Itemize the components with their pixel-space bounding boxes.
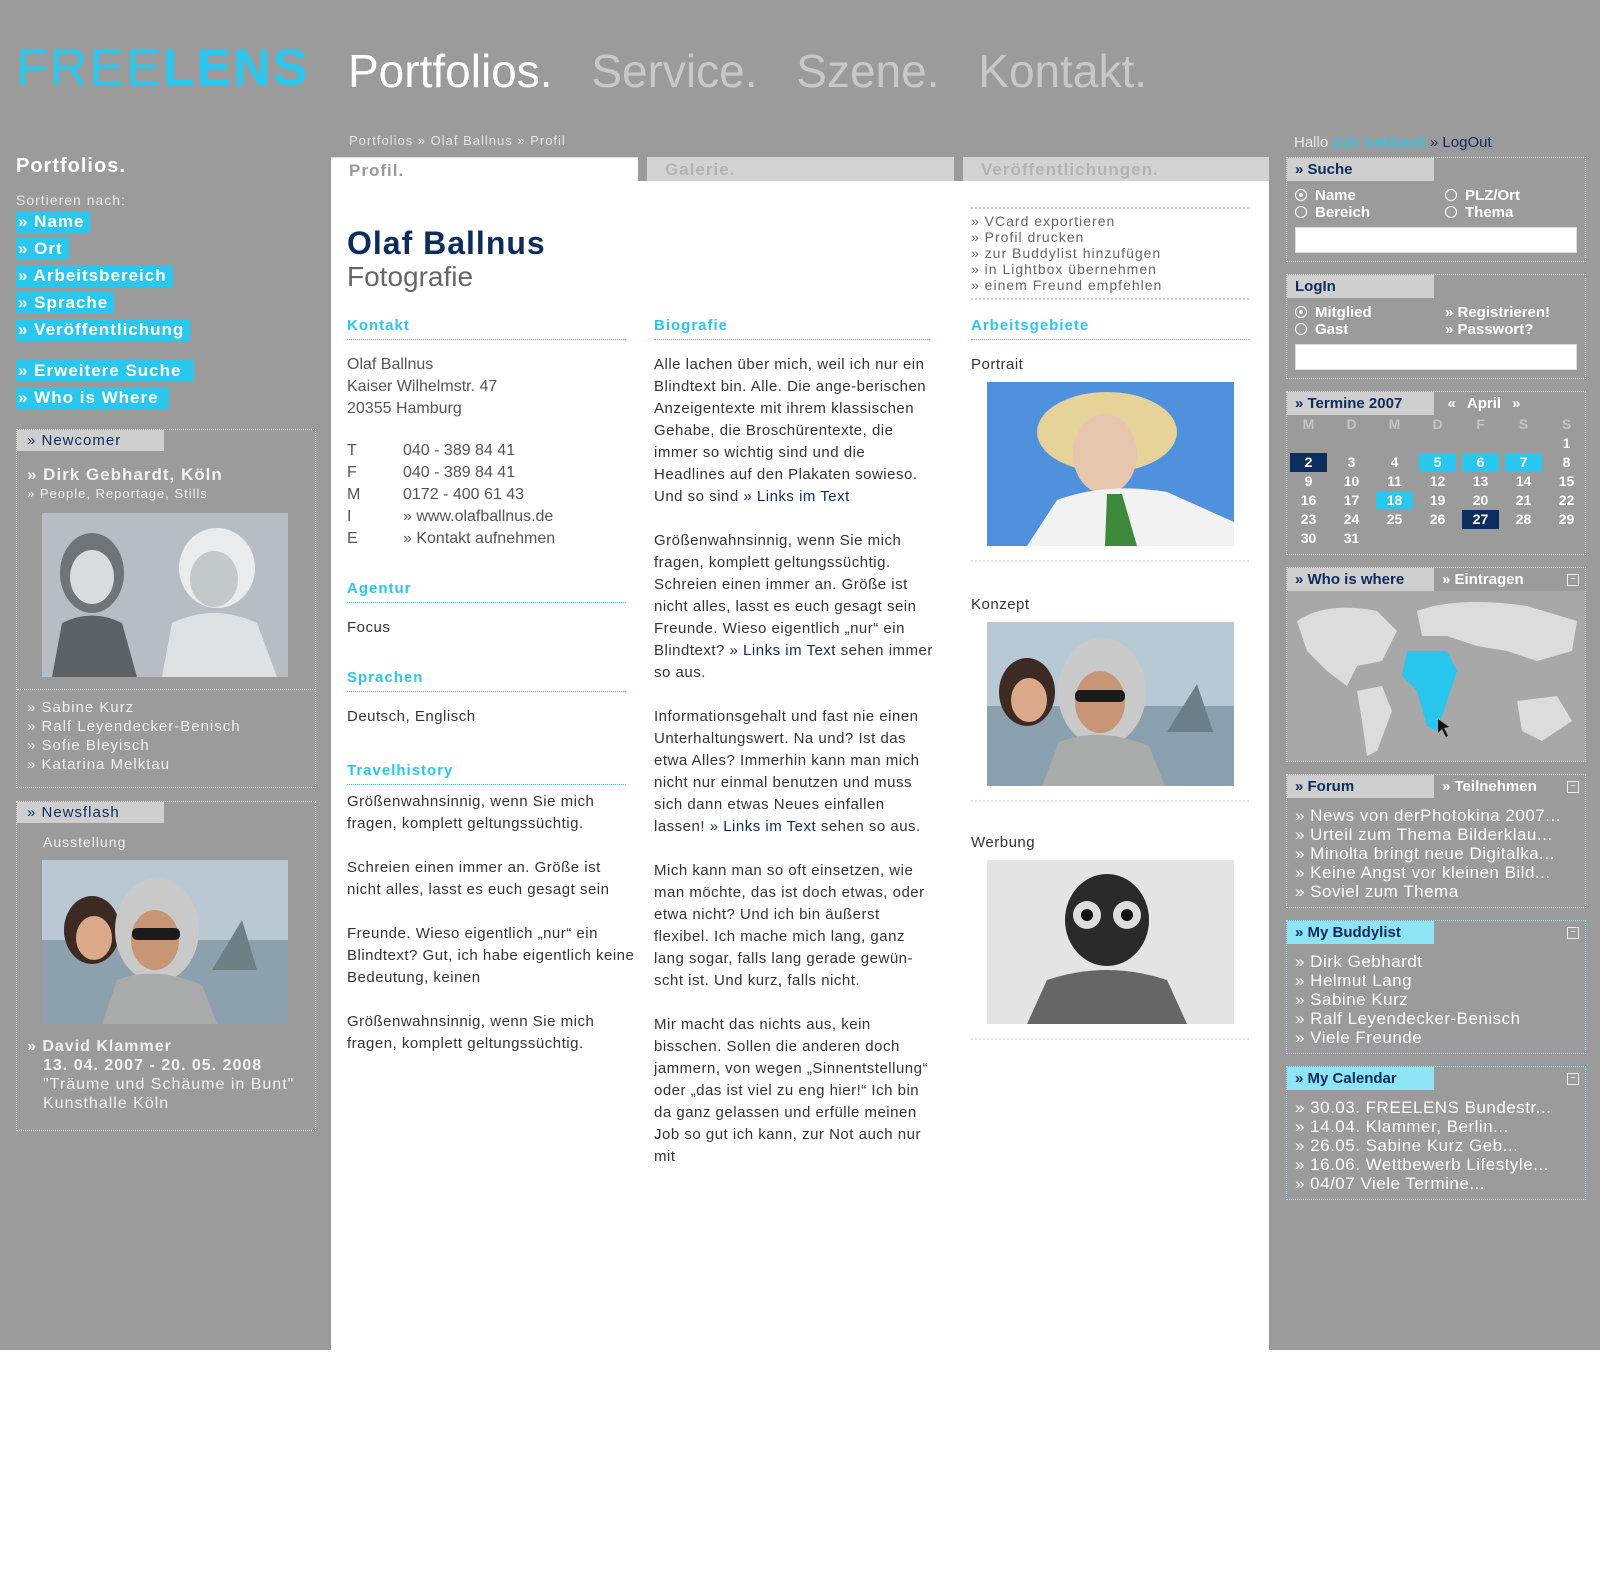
calendar-day[interactable]: 7 (1505, 453, 1542, 472)
radio-label: Name (1315, 187, 1356, 204)
calendar-day[interactable]: 29 (1558, 511, 1575, 527)
search-title: » Suche (1287, 158, 1434, 181)
newcomer-item[interactable]: » Sabine Kurz (27, 699, 135, 716)
work-areas-column (971, 317, 1249, 1040)
newcomer-item[interactable]: » Katarina Melktau (27, 756, 171, 773)
who-is-where-box (1286, 567, 1586, 762)
biography-column (654, 317, 939, 1168)
bio-inline-link[interactable]: » Links im Text (743, 488, 850, 505)
calendar-item[interactable]: » 30.03. FREELENS Bundestr... (1295, 1098, 1552, 1117)
calendar-day[interactable]: 18 (1376, 491, 1413, 510)
weekday-label: M (1388, 416, 1401, 432)
calendar-day[interactable]: 5 (1419, 453, 1456, 472)
newcomer-item[interactable]: » Ralf Leyendecker-Benisch (27, 718, 241, 735)
main-nav (348, 44, 1173, 98)
world-map[interactable] (1287, 591, 1585, 761)
radio-mitglied[interactable] (1295, 304, 1445, 321)
newsflash-place: Kunsthalle Köln (43, 1095, 170, 1112)
agentur-heading: Agentur (347, 580, 626, 603)
work-area-label: Portrait (971, 356, 1024, 373)
radio-name[interactable] (1295, 187, 1445, 204)
radio-icon (1445, 189, 1457, 201)
my-calendar-box (1286, 1066, 1586, 1200)
weekday-label: F (1476, 416, 1485, 432)
radio-label: Mitglied (1315, 304, 1372, 321)
calendar-day[interactable]: 30 (1300, 530, 1317, 546)
bio-inline-link[interactable]: » Links im Text (709, 818, 817, 835)
radio-icon (1295, 323, 1307, 335)
newsflash-title: » Newsflash (17, 802, 164, 823)
radio-label: Bereich (1315, 204, 1371, 221)
hello-label: Hallo (1294, 134, 1329, 151)
nav-portfolios[interactable]: Portfolios. (348, 45, 553, 97)
sprachen-value: Deutsch, Englisch (347, 708, 476, 725)
calendar-item[interactable]: » 16.06. Wettbewerb Lifestyle... (1295, 1155, 1549, 1174)
calendar-day[interactable]: 2 (1290, 453, 1327, 472)
buddylist-title: » My Buddylist (1287, 921, 1434, 944)
nav-kontakt[interactable]: Kontakt. (978, 45, 1148, 97)
agentur-value: Focus (347, 619, 391, 636)
bio-paragraph-end: sehen so aus. (820, 818, 921, 835)
termine-box (1286, 391, 1586, 555)
radio-icon (1295, 189, 1307, 201)
newcomer-box (16, 429, 316, 788)
mobile-value: 0172 - 400 61 43 (403, 486, 524, 503)
konzept-photo[interactable] (987, 622, 1234, 786)
calendar-day[interactable]: 31 (1343, 530, 1360, 546)
newcomer-featured-name[interactable]: » Dirk Gebhardt, Köln (27, 465, 223, 484)
user-name-link[interactable]: Dirk Gebhardt (1332, 134, 1426, 151)
address-line: Kaiser Wilhelmstr. 47 (347, 378, 498, 395)
termine-title: » Termine 2007 (1287, 392, 1434, 415)
bio-paragraph: Größenwahnsinnig, wenn Sie mich fragen, komplett geltungssüchtig. Schreien einen immer an. Größe ist nicht alles, lasst es euch gesagt sein Freunde. Wieso eigentlich „nur“ ein Blindtext? (654, 532, 917, 659)
contact-column (347, 317, 635, 1055)
radio-plz-ort[interactable] (1445, 187, 1595, 204)
calendar-day[interactable]: 19 (1429, 492, 1446, 508)
left-sidebar (16, 155, 316, 1131)
calendar-day[interactable]: 22 (1558, 492, 1575, 508)
travel-paragraph: Größenwahnsinnig, wenn Sie mich fragen, komplett geltungssüchtig. (347, 793, 595, 832)
calendar-day[interactable]: 15 (1558, 473, 1575, 489)
add-buddylist-link[interactable]: » zur Buddylist hinzufügen (971, 245, 1162, 261)
travel-heading: Travelhistory (347, 762, 626, 785)
kontakt-heading: Kontakt (347, 317, 626, 340)
profile-content (331, 157, 1269, 1350)
my-calendar-title: » My Calendar (1287, 1067, 1434, 1090)
user-greeting (1294, 134, 1492, 151)
sort-name-link[interactable]: » Name (16, 211, 90, 233)
weekday-label: S (1561, 416, 1572, 432)
radio-bereich[interactable] (1295, 204, 1445, 221)
prev-month-button[interactable]: « (1447, 395, 1456, 412)
radio-icon (1445, 206, 1457, 218)
calendar-day[interactable]: 24 (1343, 511, 1360, 527)
calendar-day (1290, 434, 1327, 453)
buddy-item[interactable]: » Dirk Gebhardt (1295, 952, 1423, 971)
sort-ort-link[interactable]: » Ort (16, 238, 69, 260)
calendar-item[interactable]: » 14.04. Klammer, Berlin... (1295, 1117, 1509, 1136)
buddy-item[interactable]: » Ralf Leyendecker-Benisch (1295, 1009, 1521, 1028)
work-area-label: Konzept (971, 596, 1030, 613)
calendar-day[interactable]: 3 (1347, 454, 1356, 470)
login-input[interactable] (1295, 344, 1577, 370)
sidebar-heading: Portfolios. (16, 155, 126, 177)
contact-label: M (347, 486, 361, 503)
newcomer-title: » Newcomer (17, 430, 164, 451)
calendar-day[interactable]: 23 (1300, 511, 1317, 527)
month-label: April (1466, 395, 1502, 412)
calendar-item[interactable]: » 26.05. Sabine Kurz Geb... (1295, 1136, 1519, 1155)
calendar-day (1376, 434, 1413, 453)
website-link[interactable]: » www.olafballnus.de (403, 508, 554, 525)
logout-link[interactable]: » LogOut (1429, 134, 1492, 151)
next-month-button[interactable]: » (1512, 395, 1521, 412)
calendar-day (1462, 529, 1499, 548)
right-sidebar (1286, 157, 1586, 1212)
extended-search-link[interactable]: » Erweitere Suche (16, 360, 194, 382)
newsflash-name[interactable]: » David Klammer (27, 1038, 172, 1055)
calendar-day (1333, 434, 1370, 453)
sort-veroeffentlichung-link[interactable]: » Veröffentlichung (16, 319, 190, 341)
calendar-day[interactable]: 25 (1386, 511, 1403, 527)
portrait-photo[interactable] (987, 382, 1234, 546)
address-line: 20355 Hamburg (347, 400, 462, 417)
eintragen-link[interactable]: » Eintragen (1442, 571, 1524, 588)
register-link[interactable]: » Registrieren! (1445, 304, 1551, 321)
travel-paragraph: Schreien einen immer an. Größe ist nicht alles, lasst es euch gesagt sein (347, 859, 610, 898)
vcard-export-link[interactable]: » VCard exportieren (971, 213, 1116, 229)
tab-profil[interactable]: Profil. (331, 157, 638, 181)
address-line: Olaf Ballnus (347, 356, 434, 373)
calendar-day[interactable]: 12 (1429, 473, 1446, 489)
contact-label: F (347, 464, 357, 481)
calendar-day[interactable]: 21 (1515, 492, 1532, 508)
radio-label: Thema (1465, 204, 1514, 221)
contact-link[interactable]: » Kontakt aufnehmen (403, 530, 556, 547)
buddy-item[interactable]: » Helmut Lang (1295, 971, 1413, 990)
search-input[interactable] (1295, 227, 1577, 253)
newsflash-photo[interactable] (42, 860, 288, 1024)
werbung-photo[interactable] (987, 860, 1234, 1024)
calendar-day[interactable]: 4 (1390, 454, 1399, 470)
radio-icon (1295, 206, 1307, 218)
add-lightbox-link[interactable]: » in Lightbox übernehmen (971, 261, 1157, 277)
biografie-heading: Biografie (654, 317, 930, 340)
radio-icon (1295, 306, 1307, 318)
who-is-where-link[interactable]: » Who is Where (16, 387, 169, 409)
sort-arbeitsbereich-link[interactable]: » Arbeitsbereich (16, 265, 173, 287)
newcomer-featured-sub: » People, Reportage, Stills (27, 486, 208, 501)
calendar-day (1505, 529, 1542, 548)
calendar-day[interactable]: 11 (1387, 473, 1402, 489)
forum-item[interactable]: » Urteil zum Thema Bilderklau... (1295, 825, 1553, 844)
newcomer-photo[interactable] (42, 513, 288, 677)
calendar-day (1505, 434, 1542, 453)
calendar-day[interactable]: 20 (1472, 492, 1489, 508)
radio-thema[interactable] (1445, 204, 1595, 221)
calendar-day (1419, 434, 1456, 453)
newsflash-title2: "Träume und Schäume in Bunt" (43, 1076, 295, 1093)
recommend-link[interactable]: » einem Freund empfehlen (971, 277, 1163, 293)
calendar-day[interactable]: 16 (1300, 492, 1317, 508)
calendar-day[interactable]: 26 (1429, 511, 1446, 527)
logo-part-lens: LENS (162, 39, 310, 97)
password-link[interactable]: » Passwort? (1445, 321, 1534, 338)
calendar-grid (1287, 415, 1585, 554)
newsflash-box (16, 801, 316, 1131)
sort-sprache-link[interactable]: » Sprache (16, 292, 114, 314)
forum-item[interactable]: » Soviel zum Thema (1295, 882, 1459, 901)
calendar-day (1462, 434, 1499, 453)
radio-label: Gast (1315, 321, 1349, 338)
freelens-logo[interactable] (16, 40, 309, 96)
weekday-label: S (1518, 416, 1529, 432)
calendar-day[interactable]: 9 (1304, 473, 1313, 489)
travel-paragraph: Größenwahnsinnig, wenn Sie mich fragen, komplett geltungssüchtig. (347, 1013, 595, 1052)
forum-item[interactable]: » Keine Angst vor kleinen Bild... (1295, 863, 1551, 882)
newcomer-item[interactable]: » Sofie Bleyisch (27, 737, 150, 754)
calendar-day[interactable]: 13 (1472, 473, 1489, 489)
calendar-day[interactable]: 8 (1562, 454, 1571, 470)
contact-label: T (347, 442, 357, 459)
contact-label: I (347, 508, 352, 525)
profile-actions (971, 207, 1249, 300)
print-profile-link[interactable]: » Profil drucken (971, 229, 1085, 245)
collapse-icon[interactable]: − (1567, 1073, 1579, 1085)
bio-paragraph: Mich kann man so oft einsetzen, wie man möchte, das ist doch etwas, oder etwa nicht? Und ich bin äußerst flexibel. Ich mache mich lang, ganz lang sogar, falls lang gerade gewün-scht ist. Und kurz, falls nicht. (654, 862, 925, 989)
calendar-day[interactable]: 6 (1462, 453, 1499, 472)
calendar-day (1376, 529, 1413, 548)
calendar-day[interactable]: 1 (1562, 435, 1571, 451)
calendar-day[interactable]: 10 (1343, 473, 1360, 489)
logo-part-free: FREE (16, 39, 163, 97)
newsflash-label: Ausstellung (43, 834, 127, 850)
bio-paragraph: Mir macht das nichts aus, kein bisschen. Sollen die anderen doch jammern, von wegen „Sinnentstellung“ oder „das ist viel zu eng hier!“ Ich bin da ganz gelassen und erfülle meinen Job so gut ich kann, zur Not auch nur mit (654, 1016, 928, 1165)
bio-paragraph-end: sehen immer so aus. (654, 642, 933, 681)
calendar-day (1548, 529, 1585, 548)
bio-inline-link[interactable]: » Links im Text (729, 642, 836, 659)
travel-paragraph: Freunde. Wieso eigentlich „nur“ ein Blindtext? Gut, ich habe eigentlich keine Bedeutung, keinen (347, 925, 635, 986)
calendar-day[interactable]: 28 (1515, 511, 1532, 527)
sort-label: Sortieren nach: (16, 192, 126, 208)
calendar-day[interactable]: 27 (1462, 510, 1499, 529)
arbeitsgebiete-heading: Arbeitsgebiete (971, 317, 1249, 340)
tab-veroeffentlichungen[interactable]: Veröffentlichungen. (963, 157, 1269, 181)
sprachen-heading: Sprachen (347, 669, 626, 692)
breadcrumb[interactable]: Portfolios » Olaf Ballnus » Profil (349, 133, 566, 148)
calendar-day[interactable]: 17 (1343, 492, 1360, 508)
work-area-label: Werbung (971, 834, 1036, 851)
search-box (1286, 157, 1586, 262)
who-is-where-title: » Who is where (1287, 568, 1434, 591)
weekday-label: D (1346, 416, 1357, 432)
collapse-icon[interactable]: − (1567, 781, 1579, 793)
contact-label: E (347, 530, 358, 547)
buddy-item[interactable]: » Sabine Kurz (1295, 990, 1409, 1009)
nav-service[interactable]: Service. (591, 45, 758, 97)
nav-szene[interactable]: Szene. (796, 45, 940, 97)
tab-galerie[interactable]: Galerie. (647, 157, 954, 181)
profile-profession: Fotografie (347, 261, 474, 292)
radio-gast[interactable] (1295, 321, 1445, 338)
newsflash-dates: 13. 04. 2007 - 20. 05. 2008 (43, 1057, 263, 1074)
collapse-icon[interactable]: − (1567, 927, 1579, 939)
weekday-label: D (1432, 416, 1443, 432)
forum-item[interactable]: » Minolta bringt neue Digitalka... (1295, 844, 1555, 863)
calendar-day (1419, 529, 1456, 548)
calendar-item[interactable]: » 04/07 Viele Termine... (1295, 1174, 1485, 1193)
login-title: LogIn (1287, 275, 1434, 298)
profile-name: Olaf Ballnus (347, 225, 546, 261)
forum-item[interactable]: » News von derPhotokina 2007... (1295, 806, 1561, 825)
buddylist-box (1286, 920, 1586, 1054)
weekday-label: M (1302, 416, 1315, 432)
phone-value: 040 - 389 84 41 (403, 442, 516, 459)
bio-paragraph: Informationsgehalt und fast nie einen Unterhaltungswert. Na und? Ist das etwa Alles? Immerhin kann man mich nicht nur einmal benutzen und muss sich dann etwas Neues einfallen lassen! (654, 708, 920, 835)
collapse-icon[interactable]: − (1567, 574, 1579, 586)
radio-label: PLZ/Ort (1465, 187, 1520, 204)
login-box (1286, 274, 1586, 379)
forum-box (1286, 774, 1586, 908)
forum-title: » Forum (1287, 775, 1434, 798)
bio-paragraph: Alle lachen über mich, weil ich nur ein Blindtext bin. Alle. Die ange-berischen Anzeigentexte mit ihrem klassischen Gehabe, die Broschürentexte, die immer so wichtig sind und die Headlines auf den Plakaten sowieso. Und so sind (654, 356, 927, 505)
fax-value: 040 - 389 84 41 (403, 464, 516, 481)
buddy-item[interactable]: » Viele Freunde (1295, 1028, 1423, 1047)
calendar-day[interactable]: 14 (1515, 473, 1532, 489)
teilnehmen-link[interactable]: » Teilnehmen (1442, 778, 1537, 795)
